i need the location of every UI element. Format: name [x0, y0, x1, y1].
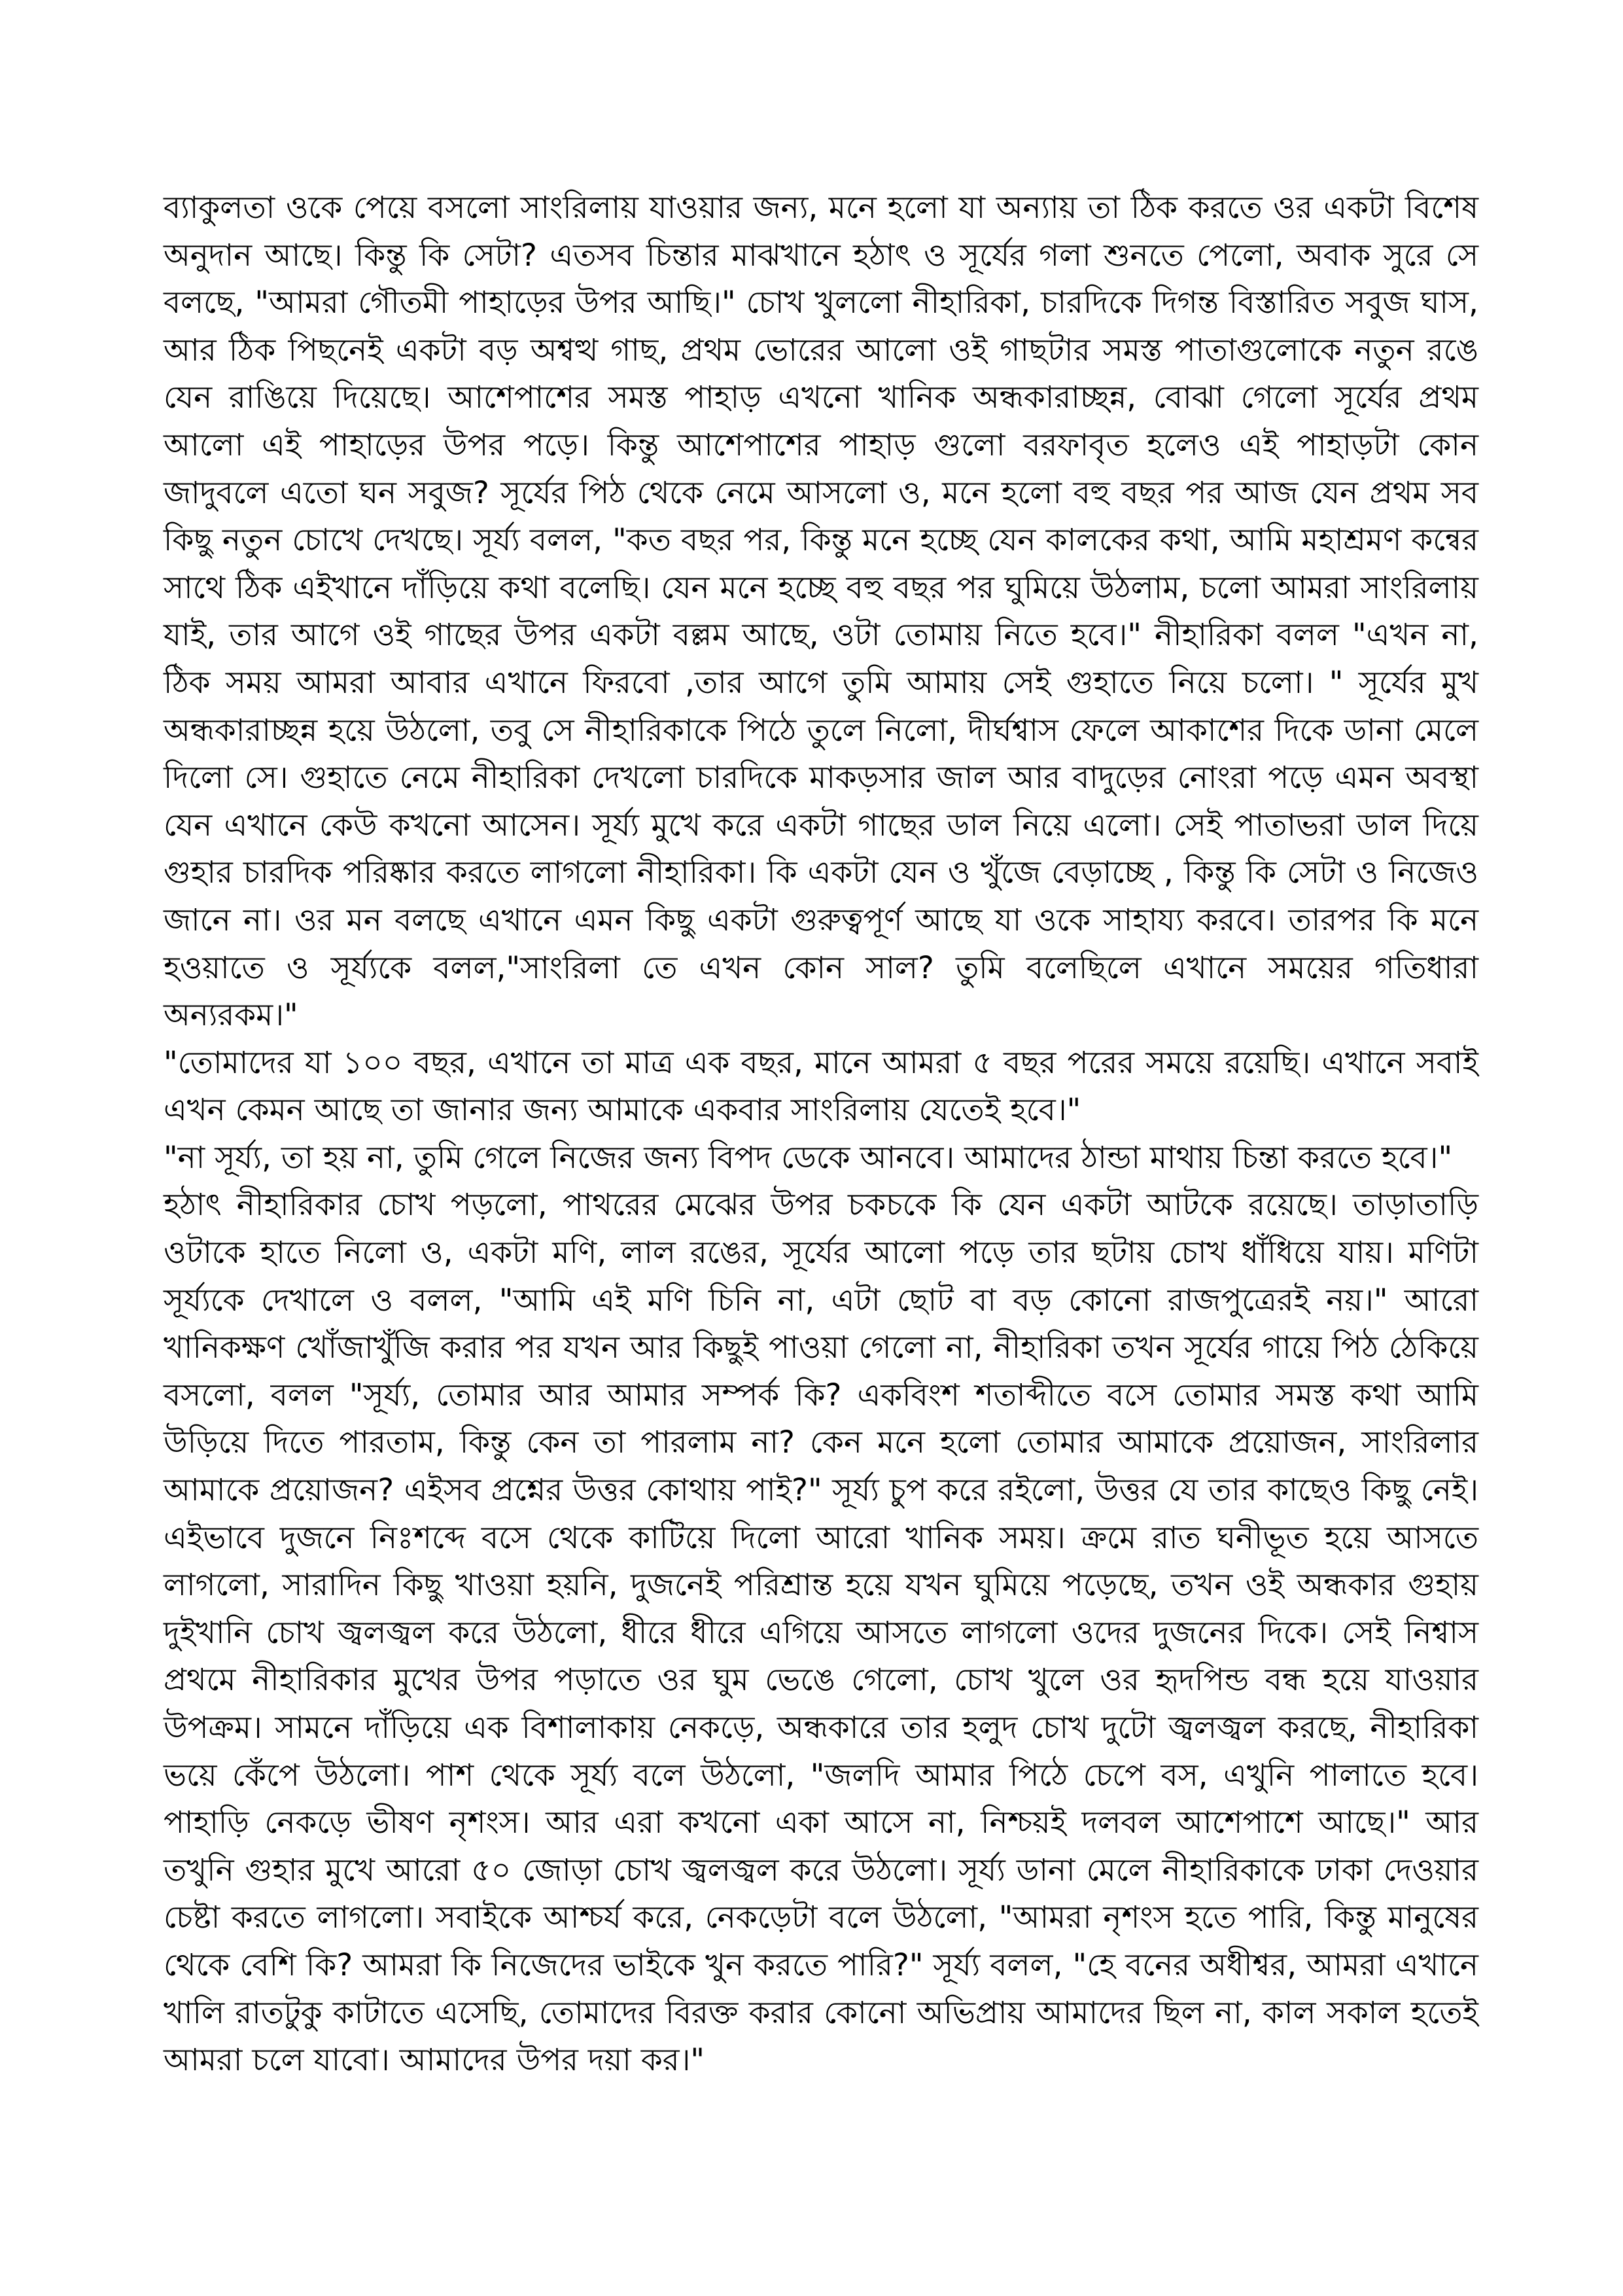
story-text [164, 185, 1478, 2085]
paragraph: "না সূর্য্য, তা হয় না, তুমি গেলে নিজের জন্য বিপদ ডেকে আনবে। আমাদের ঠান্ডা মাথায় চিন্তা করতে হবে।" [164, 1139, 1453, 1176]
paragraph: হঠাৎ নীহারিকার চোখ পড়লো, পাথরের মেঝের উপর চকচকে কি যেন একটা আটকে রয়েছে। তাড়াতাড়ি ওটাকে হাতে নিলো ও, একটা মণি, লাল রঙের, সূর্যের আলো পড়ে তার ছটায় চোখ ধাঁধিয়ে যায়। মণিটা সূর্য্যকে দেখালে ও বলল, "আমি এই মণি চিনি না, এটা ছোট বা বড় কোনো রাজপুত্রেরই নয়।" আরো খানিকক্ষণ খোঁজাখুঁজি করার পর যখন আর কিছুই পাওয়া গেলো না, নীহারিকা তখন সূর্যের গায়ে পিঠ ঠেকিয়ে বসলো, বলল "সূর্য্য, তোমার আর আমার সম্পর্ক কি? একবিংশ শতাব্দীতে বসে তোমার সমস্ত কথা আমি উড়িয়ে দিতে পারতাম, কিন্তু কেন তা পারলাম না? কেন মনে হলো তোমার আমাকে প্রয়োজন, সাংরিলার আমাকে প্রয়োজন? এইসব প্রশ্নের উত্তর কোথায় পাই?" সূর্য্য চুপ করে রইলো, উত্তর যে তার কাছেও কিছু নেই। এইভাবে দুজনে নিঃশব্দে বসে থেকে কাটিয়ে দিলো আরো খানিক সময়। ক্রমে রাত ঘনীভূত হয়ে আসতে লাগলো, সারাদিন কিছু খাওয়া হয়নি, দুজনেই পরিশ্রান্ত হয়ে যখন ঘুমিয়ে পড়েছে, তখন ওই অন্ধকার গুহায় দুইখানি চোখ জ্বলজ্বল করে উঠলো, ধীরে ধীরে এগিয়ে আসতে লাগলো ওদের দুজনের দিকে। সেই নিশ্বাস প্রথমে নীহারিকার মুখের উপর পড়াতে ওর ঘুম ভেঙে গেলো, চোখ খুলে ওর হৃদপিন্ড বন্ধ হয়ে যাওয়ার উপক্রম। সামনে দাঁড়িয়ে এক বিশালাকায় নেকড়ে, অন্ধকারে তার হলুদ চোখ দুটো জ্বলজ্বল করছে, নীহারিকা ভয়ে কেঁপে উঠলো। পাশ থেকে সূর্য্য বলে উঠলো, "জলদি আমার পিঠে চেপে বস, এখুনি পালাতে হবে। পাহাড়ি নেকড়ে ভীষণ নৃশংস। আর এরা কখনো একা আসে না, নিশ্চয়ই দলবল আশেপাশে আছে।" আর তখুনি গুহার মুখে আরো ৫০ জোড়া চোখ জ্বলজ্বল করে উঠলো। সূর্য্য ডানা মেলে নীহারিকাকে ঢাকা দেওয়ার চেষ্টা করতে লাগলো। সবাইকে আশ্চর্য করে, নেকড়েটা বলে উঠলো, "আমরা নৃশংস হতে পারি, কিন্তু মানুষের থেকে বেশি কি? আমরা কি নিজেদের ভাইকে খুন করতে পারি?" সূর্য্য বলল, "হে বনের অধীশ্বর, আমরা এখানে খালি রাতটুকু কাটাতে এসেছি, তোমাদের বিরক্ত করার কোনো অভিপ্রায় আমাদের ছিল না, কাল সকাল হতেই আমরা চলে যাবো। আমাদের উপর দয়া কর।" [164, 1187, 1478, 2079]
paragraph: ব্যাকুলতা ওকে পেয়ে বসলো সাংরিলায় যাওয়ার জন্য, মনে হলো যা অন্যায় তা ঠিক করতে ওর একটা বিশেষ অনুদান আছে। কিন্তু কি সেটা? এতসব চিন্তার মাঝখানে হঠাৎ ও সূর্যের গলা শুনতে পেলো, অবাক সুরে সে বলছে, "আমরা গৌতমী পাহাড়ের উপর আছি।" চোখ খুললো নীহারিকা, চারদিকে দিগন্ত বিস্তারিত সবুজ ঘাস, আর ঠিক পিছনেই একটা বড় অশ্বত্থ গাছ, প্রথম ভোরের আলো ওই গাছটার সমস্ত পাতাগুলোকে নতুন রঙে যেন রাঙিয়ে দিয়েছে। আশেপাশের সমস্ত পাহাড় এখনো খানিক অন্ধকারাচ্ছন্ন, বোঝা গেলো সূর্যের প্রথম আলো এই পাহাড়ের উপর পড়ে। কিন্তু আশেপাশের পাহাড় গুলো বরফাবৃত হলেও এই পাহাড়টা কোন জাদুবলে এতো ঘন সবুজ? সূর্যের পিঠ থেকে নেমে আসলো ও, মনে হলো বহু বছর পর আজ যেন প্রথম সব কিছু নতুন চোখে দেখছে। সূর্য্য বলল, "কত বছর পর, কিন্তু মনে হচ্ছে যেন কালকের কথা, আমি মহাশ্রমণ কন্বের সাথে ঠিক এইখানে দাঁড়িয়ে কথা বলেছি। যেন মনে হচ্ছে বহু বছর পর ঘুমিয়ে উঠলাম, চলো আমরা সাংরিলায় যাই, তার আগে ওই গাছের উপর একটা বল্লম আছে, ওটা তোমায় নিতে হবে।" নীহারিকা বলল "এখন না, ঠিক সময় আমরা আবার এখানে ফিরবো ,তার আগে তুমি আমায় সেই গুহাতে নিয়ে চলো। " সূর্যের মুখ অন্ধকারাচ্ছন্ন হয়ে উঠলো, তবু সে নীহারিকাকে পিঠে তুলে নিলো, দীর্ঘশ্বাস ফেলে আকাশের দিকে ডানা মেলে দিলো সে। গুহাতে নেমে নীহারিকা দেখলো চারদিকে মাকড়সার জাল আর বাদুড়ের নোংরা পড়ে এমন অবস্থা যেন এখানে কেউ কখনো আসেন। সূর্য্য মুখে করে একটা গাছের ডাল নিয়ে এলো। সেই পাতাভরা ডাল দিয়ে গুহার চারদিক পরিষ্কার করতে লাগলো নীহারিকা। কি একটা যেন ও খুঁজে বেড়াচ্ছে , কিন্তু কি সেটা ও নিজেও জানে না। ওর মন বলছে এখানে এমন কিছু একটা গুরুত্বপূর্ণ আছে যা ওকে সাহায্য করবে। তারপর কি মনে হওয়াতে ও সূর্য্যকে বলল,"সাংরিলা তে এখন কোন সাল? তুমি বলেছিলে এখানে সময়ের গতিধারা অন্যরকম।" [164, 190, 1478, 1034]
paragraph: "তোমাদের যা ১০০ বছর, এখানে তা মাত্র এক বছর, মানে আমরা ৫ বছর পরের সময়ে রয়েছি। এখানে সবাই এখন কেমন আছে তা জানার জন্য আমাকে একবার সাংরিলায় যেতেই হবে।" [164, 1044, 1478, 1129]
